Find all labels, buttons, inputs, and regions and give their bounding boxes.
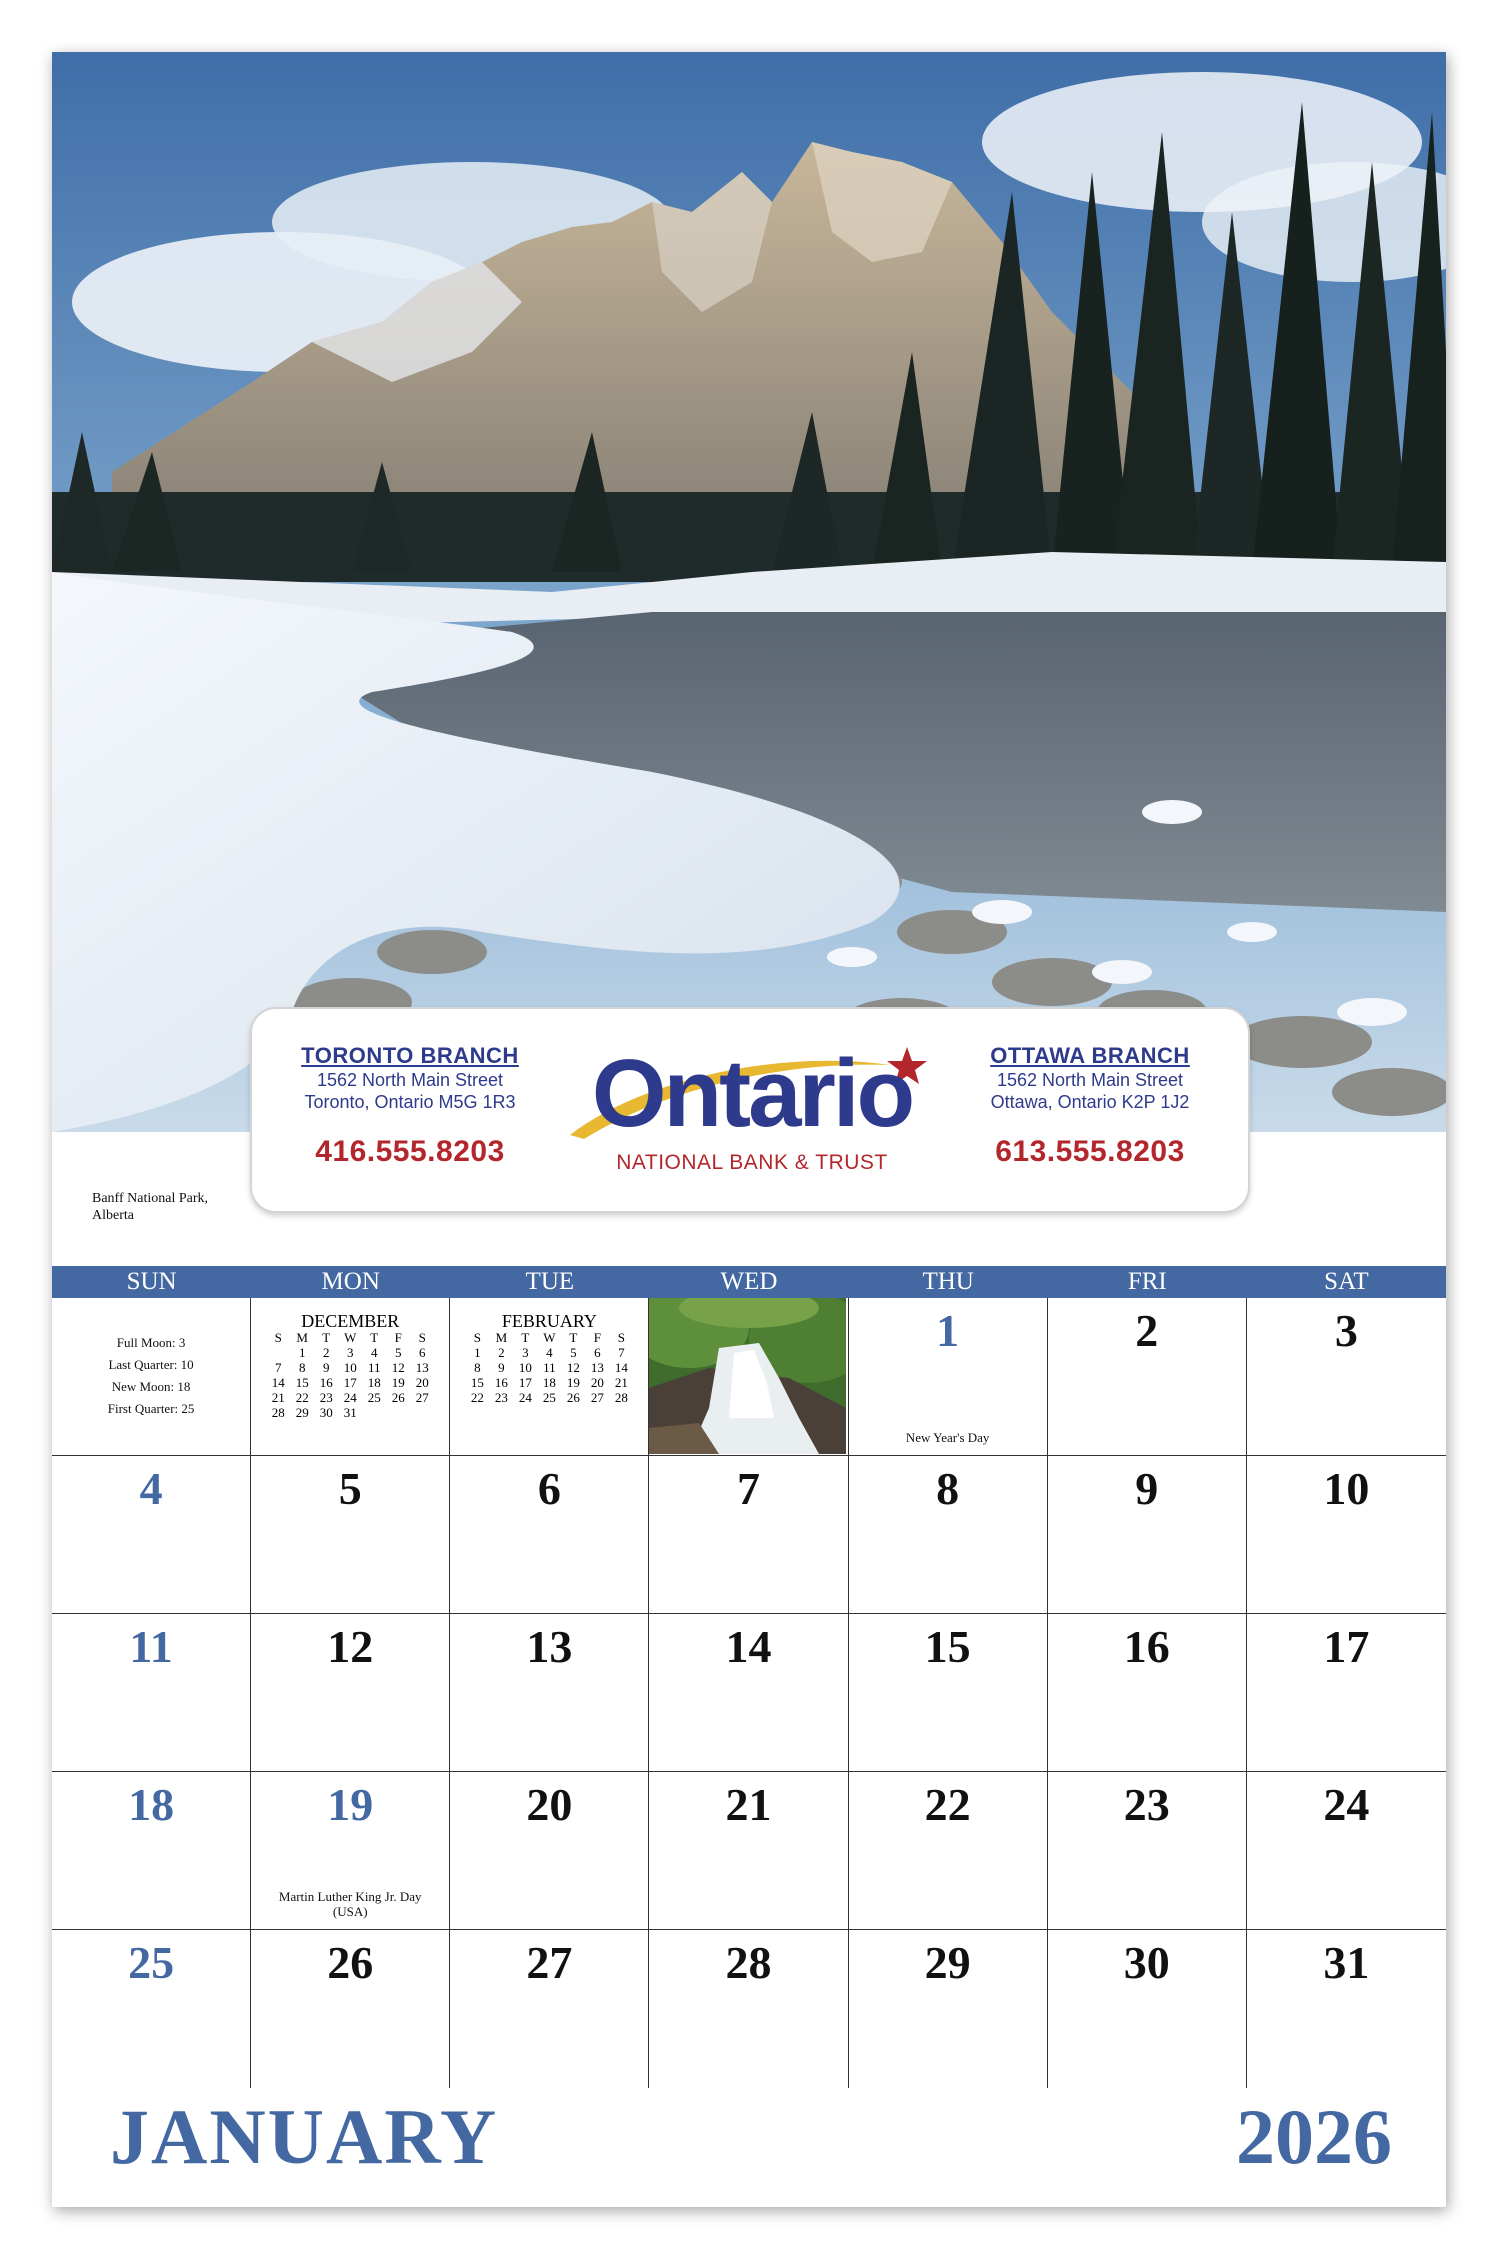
day-number: 15: [924, 1621, 971, 1672]
mini-day: 20: [415, 1375, 429, 1390]
day-cell-25: [52, 1930, 251, 2088]
day-cell-13: [450, 1614, 649, 1772]
mini-day: 1: [474, 1345, 481, 1360]
holiday-note: Martin Luther King Jr. Day (USA): [278, 1889, 422, 1919]
day-number: 10: [1323, 1463, 1370, 1514]
mini-day: 14: [271, 1375, 285, 1390]
moon-phases: [52, 1332, 250, 1420]
day-number: 27: [526, 1937, 573, 1988]
mini-day: 26: [391, 1390, 405, 1405]
day-cell-18: [52, 1772, 251, 1930]
day-number: 31: [1323, 1937, 1370, 1988]
mini-day: 15: [470, 1375, 484, 1390]
day-number: 12: [327, 1621, 374, 1672]
mini-day: 2: [498, 1345, 505, 1360]
day-cell-26: [251, 1930, 450, 2088]
mini-day: 8: [474, 1360, 481, 1375]
day-number: 16: [1123, 1621, 1170, 1672]
mini-day: 2: [322, 1345, 330, 1360]
mini-day: 10: [343, 1360, 357, 1375]
day-number: 14: [725, 1621, 772, 1672]
waterfall-photo: [649, 1298, 846, 1454]
mini-day: 12: [566, 1360, 580, 1375]
day-cell-24: [1247, 1772, 1446, 1930]
day-number: 6: [537, 1463, 561, 1514]
branch-phone: 416.555.8203: [315, 1135, 505, 1168]
day-number: 21: [725, 1779, 772, 1830]
day-cell-17: [1247, 1614, 1446, 1772]
mini-day: 23: [494, 1390, 508, 1405]
month-title: JANUARY: [110, 2093, 499, 2180]
mini-day: 12: [391, 1360, 405, 1375]
weekday-sat: SAT: [1324, 1268, 1369, 1295]
branch-name: OTTAWA BRANCH: [990, 1043, 1190, 1068]
mini-day: 27: [415, 1390, 429, 1405]
month-grid: [52, 1298, 1446, 2088]
day-cell-15: [849, 1614, 1048, 1772]
day-number: 7: [736, 1463, 760, 1514]
day-cell-20: [450, 1772, 649, 1930]
day-cell-30: [1048, 1930, 1247, 2088]
caption-line-2: Alberta: [92, 1208, 134, 1223]
mini-day: 10: [518, 1360, 532, 1375]
weekday-tue: TUE: [525, 1268, 575, 1295]
mini-day: 16: [319, 1375, 333, 1390]
mini-day: 3: [522, 1345, 529, 1360]
day-number: 11: [129, 1621, 173, 1672]
day-cell-12: [251, 1614, 450, 1772]
mini-weekday: W: [344, 1330, 357, 1345]
mini-day: 28: [271, 1405, 285, 1420]
mini-weekday: T: [322, 1330, 331, 1345]
mini-day: 4: [370, 1345, 378, 1360]
mini-calendar-title: FEBRUARY: [501, 1311, 597, 1331]
moon-phase-line: Last Quarter: 10: [108, 1357, 194, 1372]
mini-day: 7: [618, 1345, 625, 1360]
mini-day: 21: [614, 1375, 628, 1390]
mini-weekday: W: [543, 1330, 556, 1345]
day-number: 5: [338, 1463, 362, 1514]
holiday-note: New Year's Day: [905, 1430, 990, 1445]
day-cell-16: [1048, 1614, 1247, 1772]
mini-day: 5: [570, 1345, 577, 1360]
branch-address-1: 1562 North Main Street: [996, 1070, 1184, 1090]
day-cell-14: [649, 1614, 848, 1772]
logo-wordmark: Ontario: [591, 1040, 913, 1147]
mini-day: 8: [298, 1360, 306, 1375]
bank-logo: [552, 1039, 952, 1189]
mini-weekday: T: [521, 1330, 530, 1345]
mini-day: 13: [415, 1360, 429, 1375]
empty-cell: [52, 1298, 251, 1456]
mini-day: [362, 1405, 386, 1420]
day-number: 24: [1323, 1779, 1370, 1830]
mini-day: 22: [470, 1390, 484, 1405]
mini-day: 5: [394, 1345, 402, 1360]
mini-day: 7: [274, 1360, 282, 1375]
weekday-thu: THU: [922, 1268, 974, 1295]
branch-address-2: Ottawa, Ontario K2P 1J2: [990, 1092, 1190, 1112]
mini-day: 9: [498, 1360, 505, 1375]
day-number: 26: [327, 1937, 374, 1988]
mini-day: 19: [566, 1375, 580, 1390]
mini-day: 31: [343, 1405, 357, 1420]
mini-day: 24: [518, 1390, 532, 1405]
mini-day: 6: [418, 1345, 426, 1360]
branch-address-2: Toronto, Ontario M5G 1R3: [304, 1092, 516, 1112]
mini-day: 21: [271, 1390, 285, 1405]
landscape-photo: [52, 52, 1446, 1132]
mini-day: 18: [367, 1375, 381, 1390]
weekday-sun: SUN: [126, 1268, 177, 1295]
empty-cell: [251, 1298, 450, 1456]
day-number: 22: [924, 1779, 971, 1830]
branch-phone: 613.555.8203: [995, 1135, 1185, 1168]
mini-day: [410, 1405, 434, 1420]
mini-weekday: S: [617, 1330, 625, 1345]
mini-day: 24: [343, 1390, 357, 1405]
day-cell-22: [849, 1772, 1048, 1930]
day-cell-3: [1247, 1298, 1446, 1456]
mini-day: 18: [542, 1375, 556, 1390]
day-number: 19: [327, 1779, 374, 1830]
day-cell-5: [251, 1456, 450, 1614]
weekday-wed: WED: [720, 1268, 778, 1295]
mini-day: 9: [322, 1360, 330, 1375]
logo-subtitle: NATIONAL BANK & TRUST: [616, 1151, 888, 1174]
day-cell-9: [1048, 1456, 1247, 1614]
mini-weekday: S: [473, 1330, 481, 1345]
day-number: 29: [924, 1937, 971, 1988]
mini-day: 22: [295, 1390, 309, 1405]
mini-day: 17: [343, 1375, 357, 1390]
empty-cell: [649, 1298, 848, 1456]
day-cell-10: [1247, 1456, 1446, 1614]
day-cell-6: [450, 1456, 649, 1614]
mini-day: 4: [546, 1345, 553, 1360]
moon-phase-line: First Quarter: 25: [107, 1401, 195, 1416]
mini-calendar-table: [465, 1330, 633, 1405]
day-cell-23: [1048, 1772, 1247, 1930]
mini-weekday: F: [394, 1330, 402, 1345]
mini-weekday: T: [569, 1330, 578, 1345]
day-cell-8: [849, 1456, 1048, 1614]
mini-day: 19: [391, 1375, 405, 1390]
mini-day: 11: [543, 1360, 556, 1375]
mini-day: [266, 1345, 290, 1360]
branch-address-1: 1562 North Main Street: [316, 1070, 504, 1090]
day-cell-1: [849, 1298, 1048, 1456]
moon-phase-line: New Moon: 18: [111, 1379, 191, 1394]
day-number: 9: [1135, 1463, 1159, 1514]
day-number: 18: [128, 1779, 175, 1830]
mini-day: 23: [319, 1390, 333, 1405]
mini-day: 1: [298, 1345, 306, 1360]
mini-weekday: T: [370, 1330, 379, 1345]
year-title: 2026: [1236, 2093, 1392, 2180]
day-number: 25: [128, 1937, 175, 1988]
day-cell-21: [649, 1772, 848, 1930]
branch-name: TORONTO BRANCH: [301, 1043, 519, 1068]
mini-day: 13: [590, 1360, 604, 1375]
mini-day: 15: [295, 1375, 309, 1390]
day-number: 4: [139, 1463, 163, 1514]
weekday-fri: FRI: [1127, 1268, 1167, 1295]
mini-day: 20: [590, 1375, 604, 1390]
mini-day: 28: [614, 1390, 628, 1405]
day-cell-19: [251, 1772, 450, 1930]
day-number: 20: [526, 1779, 573, 1830]
mini-weekday: S: [418, 1330, 426, 1345]
day-cell-31: [1247, 1930, 1446, 2088]
weekday-header: [52, 1266, 1446, 1298]
mini-day: 26: [566, 1390, 580, 1405]
mini-day: 3: [346, 1345, 354, 1360]
day-cell-27: [450, 1930, 649, 2088]
mini-weekday: M: [495, 1330, 508, 1345]
mini-day: 25: [367, 1390, 381, 1405]
day-number: 13: [526, 1621, 573, 1672]
photo-caption: [92, 1190, 208, 1224]
ottawa-branch: [970, 1043, 1210, 1169]
mini-day: 25: [542, 1390, 556, 1405]
caption-line-1: Banff National Park,: [92, 1191, 208, 1206]
day-cell-11: [52, 1614, 251, 1772]
day-number: 1: [936, 1305, 960, 1356]
day-number: 28: [725, 1937, 772, 1988]
mini-calendar-title: DECEMBER: [301, 1311, 400, 1331]
mini-day: 14: [614, 1360, 628, 1375]
day-number: 30: [1123, 1937, 1170, 1988]
day-number: 3: [1334, 1305, 1358, 1356]
mini-calendar-february: [462, 1312, 636, 1405]
mini-calendar-december: [263, 1312, 437, 1420]
day-number: 8: [936, 1463, 960, 1514]
mini-calendar-table: [266, 1330, 434, 1420]
mini-day: 27: [590, 1390, 604, 1405]
day-cell-7: [649, 1456, 848, 1614]
day-number: 17: [1323, 1621, 1370, 1672]
day-cell-29: [849, 1930, 1048, 2088]
mini-day: 17: [518, 1375, 532, 1390]
mini-day: 6: [594, 1345, 601, 1360]
mini-day: 11: [367, 1360, 381, 1375]
day-cell-2: [1048, 1298, 1247, 1456]
mini-day: [386, 1405, 410, 1420]
toronto-branch: [290, 1043, 530, 1169]
weekday-mon: MON: [321, 1268, 380, 1295]
mini-day: 16: [494, 1375, 508, 1390]
mini-weekday: S: [274, 1330, 282, 1345]
day-number: 2: [1135, 1305, 1159, 1356]
mini-day: 30: [319, 1405, 333, 1420]
day-cell-4: [52, 1456, 251, 1614]
day-cell-28: [649, 1930, 848, 2088]
mini-weekday: M: [296, 1330, 308, 1345]
day-number: 23: [1123, 1779, 1170, 1830]
empty-cell: [450, 1298, 649, 1456]
moon-phase-line: Full Moon: 3: [116, 1335, 186, 1350]
mini-weekday: F: [593, 1330, 601, 1345]
calendar-page: [52, 52, 1446, 2207]
advertiser-box: [250, 1007, 1250, 1213]
mini-day: 29: [295, 1405, 309, 1420]
